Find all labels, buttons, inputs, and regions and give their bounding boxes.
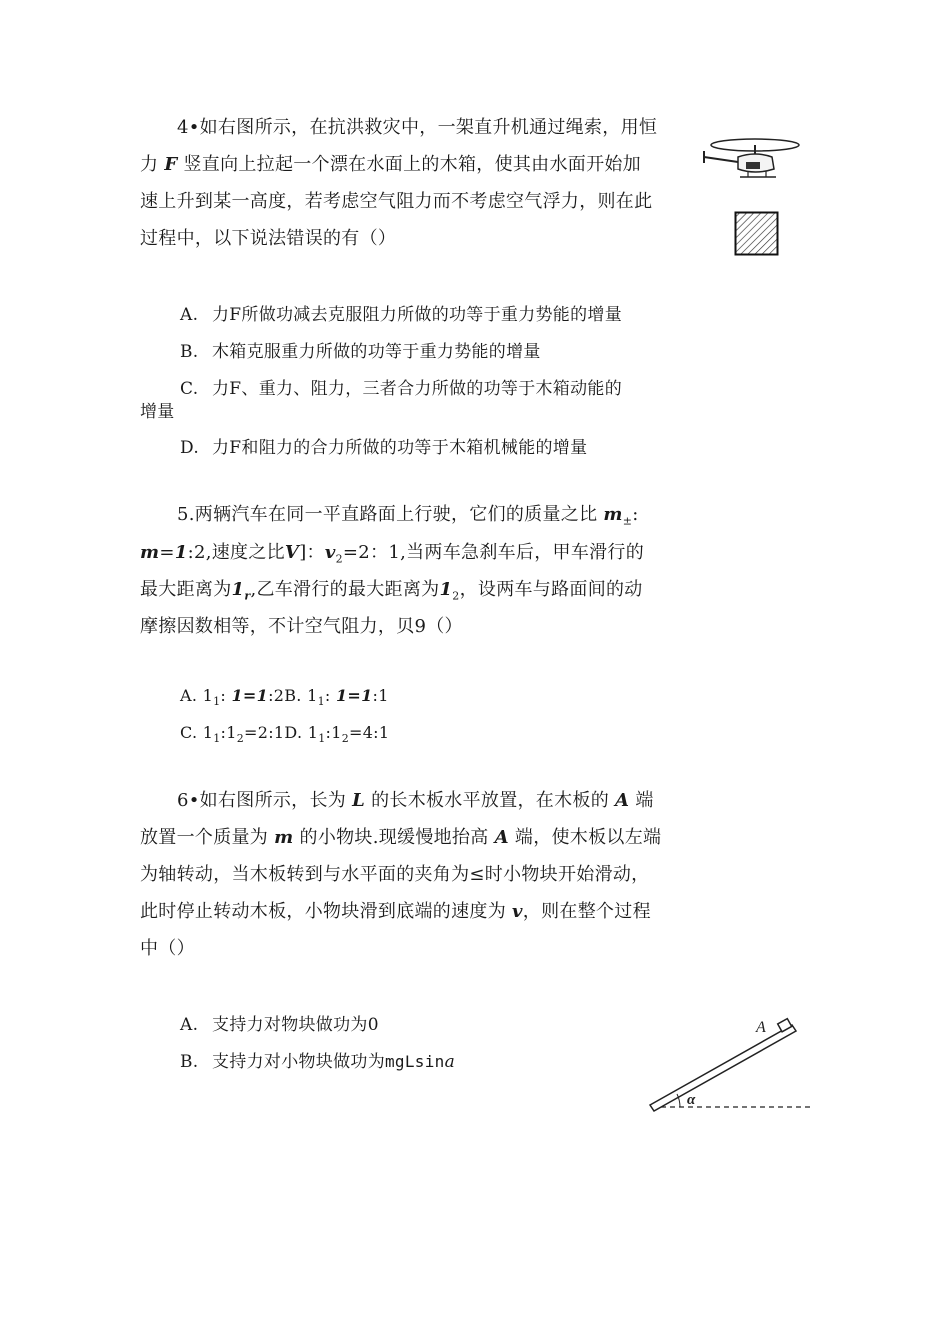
q6-text: 此时停止转动木板，小物块滑到底端的速度为 xyxy=(140,901,506,922)
q5-sub: r xyxy=(244,589,251,603)
q5-line-1 xyxy=(177,503,639,534)
q4-option-c-continued: 增量 xyxy=(140,402,175,422)
q5-var-l1: 1 xyxy=(231,579,245,600)
helicopter-illustration xyxy=(700,135,805,185)
opt-text: :1 xyxy=(372,686,389,705)
q5-line-2 xyxy=(140,541,644,572)
opt-text: : xyxy=(324,686,336,705)
q5-text: 最大距离为 xyxy=(140,579,232,600)
q4-line-1: 4•如右图所示，在抗洪救灾中，一架直升机通过绳索，用恒 xyxy=(177,117,658,138)
label-alpha: α xyxy=(687,1092,696,1108)
q5-line-1-text: 5.两辆汽车在同一平直路面上行驶，它们的质量之比 xyxy=(177,504,598,525)
opt-text: =2:1D. 1 xyxy=(244,723,319,742)
q4-option-a xyxy=(180,303,622,327)
q5-text: ，设两车与路面间的动 xyxy=(459,579,643,600)
q5-var-m: m xyxy=(140,542,160,563)
q6-var-a: A xyxy=(615,790,630,811)
q5-options-ab xyxy=(180,684,389,714)
q6-text: 6•如右图所示，长为 xyxy=(177,790,347,811)
option-label: C. xyxy=(180,379,199,399)
q6-line-1 xyxy=(177,789,654,813)
opt-sub: 2 xyxy=(236,732,245,746)
q5-var-m: m xyxy=(603,504,623,525)
opt-var: 1=1 xyxy=(231,686,269,705)
q6-line-5: 中（） xyxy=(140,938,195,959)
q4-option-d xyxy=(180,436,587,460)
q5-options-cd xyxy=(180,721,389,751)
q6-text: 端，使木板以左端 xyxy=(514,827,662,848)
option-label: A. xyxy=(180,305,199,325)
q6-option-b xyxy=(180,1050,455,1074)
opt-text: :1 xyxy=(220,723,237,742)
q6-var-v: v xyxy=(512,901,523,922)
opt-text: C. 1 xyxy=(180,723,214,742)
formula-alpha: a xyxy=(444,1052,456,1072)
q5-colon: : xyxy=(632,504,639,525)
q5-var-v: V xyxy=(284,542,300,563)
opt-text: : xyxy=(220,686,232,705)
option-label: D. xyxy=(180,438,200,458)
opt-sub: 1 xyxy=(318,732,326,746)
q5-var-v2: v xyxy=(324,542,336,563)
q6-line-4 xyxy=(140,900,651,924)
q6-text: 的小物块.现缓慢地抬高 xyxy=(299,827,489,848)
q5-line-3 xyxy=(140,578,643,609)
q5-eq: = xyxy=(159,542,175,563)
opt-sub: 1 xyxy=(317,695,325,709)
q5-text: =2：1,当两车急刹车后，甲车滑行的 xyxy=(342,542,645,563)
q6-line-2 xyxy=(140,826,661,850)
option-text: 支持力对物块做功为0 xyxy=(212,1015,379,1035)
q5-text: :2,速度之比 xyxy=(187,542,285,563)
option-label: B. xyxy=(180,1052,199,1072)
opt-text: :2B. 1 xyxy=(268,686,318,705)
q6-line-3: 为轴转动，当木板转到与水平面的夹角为≤时小物块开始滑动， xyxy=(140,864,650,885)
q6-text: ，则在整个过程 xyxy=(522,901,651,922)
q6-text: 放置一个质量为 xyxy=(140,827,269,848)
q4-var-f: F xyxy=(164,154,178,175)
q6-text: 的长木板水平放置，在木板的 xyxy=(371,790,610,811)
q4-option-b xyxy=(180,340,541,364)
option-text: 力F、重力、阻力，三者合力所做的功等于木箱动能的 xyxy=(212,379,622,399)
opt-sub: 1 xyxy=(213,695,221,709)
opt-text: =4:1 xyxy=(349,723,390,742)
q5-var-1: 1 xyxy=(174,542,188,563)
q4-line-2 xyxy=(140,153,641,177)
option-text: 力F所做功减去克服阻力所做的功等于重力势能的增量 xyxy=(212,305,622,325)
inclined-board-diagram xyxy=(640,1010,815,1120)
q5-sub: 2 xyxy=(335,552,343,566)
opt-sub: 2 xyxy=(341,732,349,746)
q5-var-l2: 1 xyxy=(439,579,453,600)
q6-var-a: A xyxy=(494,827,509,848)
option-label: A. xyxy=(180,1015,199,1035)
opt-sub: 1 xyxy=(213,732,221,746)
opt-var: 1=1 xyxy=(335,686,373,705)
q4-line-3: 速上升到某一高度，若考虑空气阻力而不考虑空气浮力，则在此 xyxy=(140,191,653,212)
formula: mgLsin xyxy=(385,1052,445,1071)
option-label: B. xyxy=(180,342,199,362)
option-text: 力F和阻力的合力所做的功等于木箱机械能的增量 xyxy=(212,438,588,458)
q4-line-4: 过程中，以下说法错误的有（） xyxy=(140,228,397,249)
q4-option-c xyxy=(180,377,622,401)
q5-text: ]： xyxy=(299,542,325,563)
q5-sub: ± xyxy=(622,514,633,528)
q5-text: ,乙车滑行的最大距离为 xyxy=(250,579,440,600)
opt-text: A. 1 xyxy=(180,686,214,705)
label-a: A xyxy=(756,1019,766,1036)
q6-var-m: m xyxy=(274,827,294,848)
q6-var-l: L xyxy=(352,790,366,811)
q4-line-2-prefix: 力 xyxy=(140,154,159,175)
q6-option-a xyxy=(180,1013,379,1037)
wooden-box-illustration xyxy=(734,211,779,256)
option-text: 木箱克服重力所做的功等于重力势能的增量 xyxy=(212,342,541,362)
q5-sub: 2 xyxy=(452,589,460,603)
option-text: 支持力对小物块做功为 xyxy=(212,1052,385,1072)
q6-text: 端 xyxy=(635,790,654,811)
opt-text: :1 xyxy=(325,723,342,742)
q5-line-4: 摩擦因数相等，不计空气阻力，贝9（） xyxy=(140,616,463,637)
q4-line-2-text: 竖直向上拉起一个漂在水面上的木箱，使其由水面开始加 xyxy=(183,154,641,175)
